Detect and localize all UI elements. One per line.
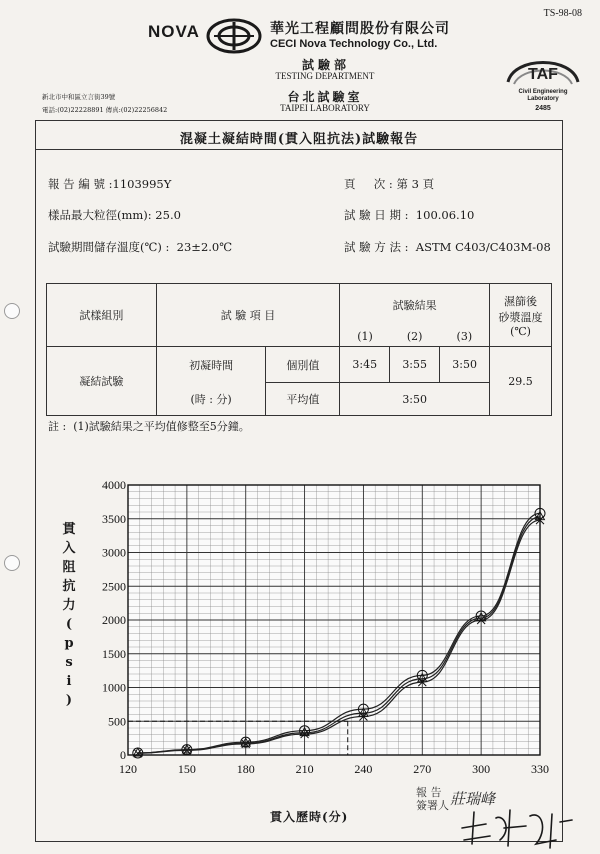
company-phone: 電話:(02)22228891 傳真:(02)22256842 <box>42 106 168 114</box>
header-result-1: (1) <box>340 327 390 347</box>
y-axis-label-char: 力 <box>62 598 76 613</box>
y-tick-label: 2000 <box>102 613 126 627</box>
brand-name: NOVA <box>148 22 200 41</box>
header-sample-group: 試樣組別 <box>47 284 157 347</box>
y-tick-label: 4000 <box>102 478 126 492</box>
result-1-value: 3:45 <box>340 347 390 383</box>
header-mortar-temp-line2: 砂漿溫度(℃) <box>498 310 543 338</box>
test-date: 試 驗 日 期 : 100.06.10 <box>344 208 475 222</box>
header-test-item: 試 驗 項 目 <box>156 284 340 347</box>
y-tick-label: 1000 <box>102 680 126 695</box>
accreditation-label <box>490 89 596 103</box>
taf-logo-icon <box>504 52 582 86</box>
page-number: 頁 次 : 第 3 頁 <box>344 177 435 191</box>
signatory-stamp: 莊瑞峰 <box>450 790 496 808</box>
laboratory-chinese: 台北試驗室 <box>287 90 363 104</box>
laboratory-english: TAIPEI LABORATORY <box>280 103 370 113</box>
accreditation-line2: Laboratory <box>527 96 559 102</box>
results-table <box>46 283 552 416</box>
item-initial-set: 初凝時間 <box>156 347 266 383</box>
department-english: TESTING DEPARTMENT <box>275 71 375 81</box>
document-code: TS-98-08 <box>543 8 582 19</box>
accreditation-number: 2485 <box>535 105 551 112</box>
y-axis-label-char: 抗 <box>62 579 76 594</box>
y-axis-label-char: 入 <box>62 541 76 556</box>
average-value: 3:50 <box>340 383 490 416</box>
header-result-2: (2) <box>390 327 440 347</box>
x-tick-label: 240 <box>354 762 373 776</box>
y-tick-label: 0 <box>120 748 126 762</box>
y-axis-label-char: 貫 <box>62 522 76 537</box>
row-label-average: 平均值 <box>266 383 340 416</box>
company-name-english: CECI Nova Technology Co., Ltd. <box>270 38 438 50</box>
y-axis-label-char: p <box>64 636 74 651</box>
chart-y-axis-label <box>60 520 78 710</box>
x-tick-label: 330 <box>531 762 549 776</box>
handwritten-signature <box>456 800 576 850</box>
y-axis-label-char: ) <box>65 693 73 708</box>
mortar-temp-value: 29.5 <box>490 347 552 416</box>
row-label-individual: 個別值 <box>266 347 340 383</box>
y-tick-label: 500 <box>108 714 126 729</box>
penetration-resistance-chart <box>102 475 560 776</box>
taf-logo-text: TAF <box>528 66 558 83</box>
y-axis-label-char: ( <box>65 617 73 632</box>
header-mortar-temp-line1: 濕篩後 <box>504 294 538 308</box>
chart-x-axis-label: 貫入歷時(分) <box>270 810 349 824</box>
nova-logo-icon <box>206 18 262 54</box>
item-unit: (時 : 分) <box>156 383 266 416</box>
footnote: 註 : (1)試驗結果之平均值修整至5分鐘。 <box>48 420 250 433</box>
storage-temperature: 試驗期間儲存溫度(℃) : 23±2.0℃ <box>48 240 233 254</box>
result-3-value: 3:50 <box>440 347 490 383</box>
company-address: 新北市中和區立言街39號 <box>42 93 116 101</box>
y-axis-label-char: i <box>66 674 72 689</box>
company-name-chinese: 華光工程顧問股份有限公司 <box>270 21 450 37</box>
y-tick-label: 3000 <box>102 545 126 560</box>
x-tick-label: 300 <box>472 762 491 776</box>
sample-group-cell: 凝結試驗 <box>47 347 157 416</box>
x-tick-label: 150 <box>177 762 196 776</box>
y-tick-label: 1500 <box>102 646 126 661</box>
report-title: 混凝土凝結時間(貫入阻抗法)試驗報告 <box>179 132 419 147</box>
y-axis-label-char: 阻 <box>62 560 76 575</box>
punch-hole-top <box>4 303 20 319</box>
result-2-value: 3:55 <box>390 347 440 383</box>
test-method: 試 驗 方 法 : ASTM C403/C403M-08 <box>344 240 551 254</box>
y-axis-label-char: s <box>65 655 73 670</box>
x-tick-label: 210 <box>295 762 314 776</box>
max-aggregate-size: 樣品最大粒徑(mm): 25.0 <box>48 208 181 222</box>
department-chinese: 試驗部 <box>301 58 350 72</box>
x-tick-label: 270 <box>413 762 432 776</box>
y-tick-label: 3500 <box>102 511 126 526</box>
x-tick-label: 180 <box>236 762 255 776</box>
header-result-3: (3) <box>440 327 490 347</box>
header-test-result: 試驗結果 <box>340 284 490 327</box>
x-tick-label: 120 <box>119 762 137 776</box>
header-mortar-temp <box>490 284 552 347</box>
report-number: 報 告 編 號 :1103995Y <box>48 177 172 191</box>
accreditation-line1: Civil Engineering <box>518 89 568 95</box>
y-tick-label: 2500 <box>102 579 126 594</box>
signatory-label: 報 告 簽署人 <box>416 786 449 812</box>
punch-hole-bottom <box>4 555 20 571</box>
